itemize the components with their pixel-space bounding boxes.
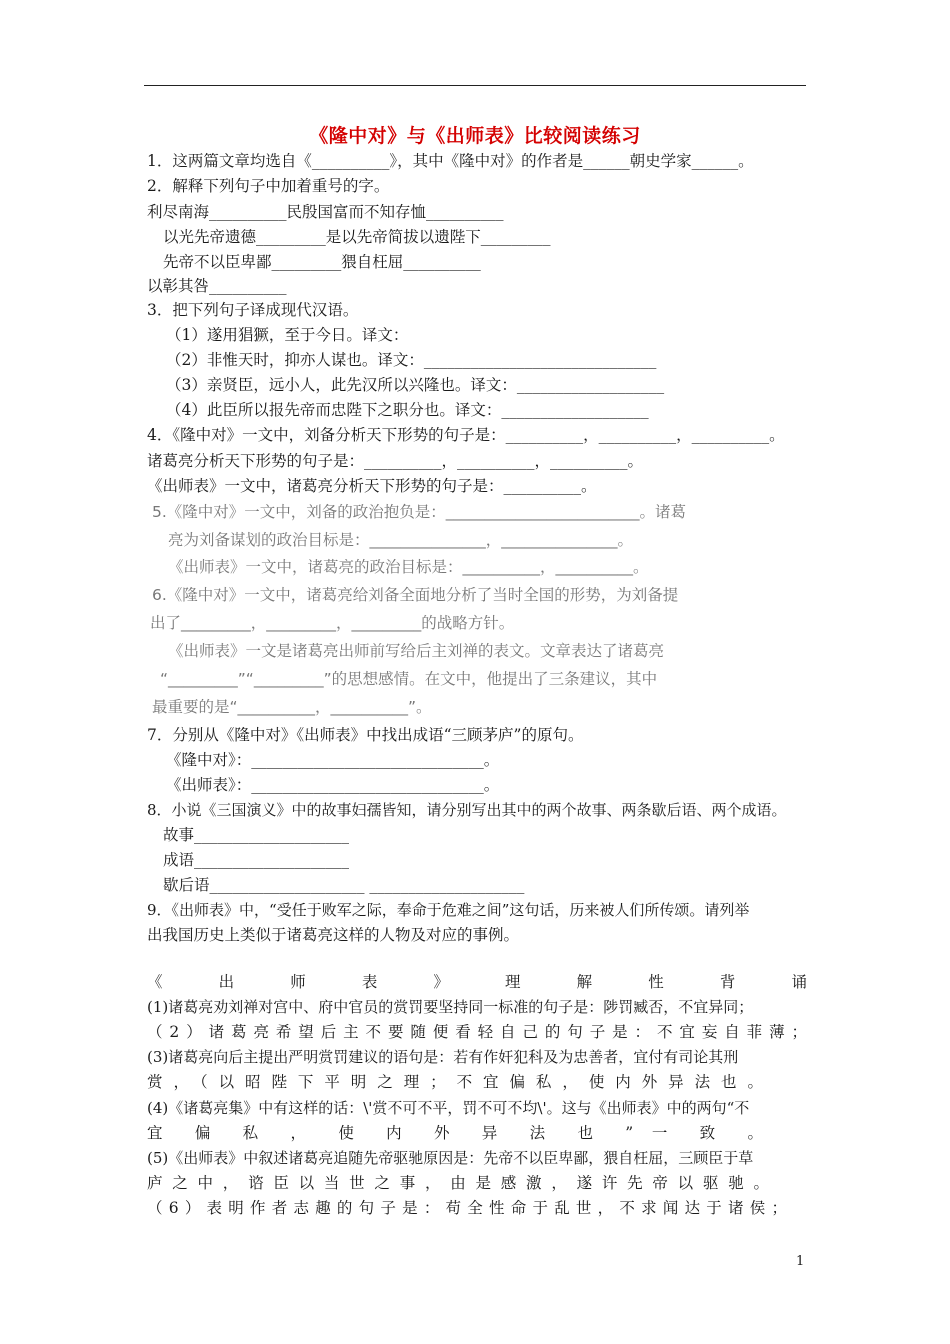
q3-heading: 3．把下列句子译成现代汉语。 xyxy=(147,301,359,319)
q6-line-2: 出了_________，_________，_________的战略方针。 xyxy=(150,614,515,632)
q7-heading: 7．分别从《隆中对》《出师表》中找出成语“三顾茅庐”的原句。 xyxy=(147,726,584,744)
recite-2: （2）诸葛亮希望后主不要随便看轻自己的句子是：不宜妄自菲薄； xyxy=(147,1023,807,1041)
q2-line-4: 以彰其咎__________ xyxy=(147,277,287,295)
q3-item-4: （4）此臣所以报先帝而忠陛下之职分也。译文：___________________ xyxy=(166,401,649,419)
section-heading: 《 出 师 表 》 理 解 性 背 诵 xyxy=(147,973,807,991)
recite-4-line-1: (4)《诸葛亮集》中有这样的话：\'赏不可不平，罚不可不均\'。这与《出师表》中的两句“不 xyxy=(147,1099,750,1117)
page-number: 1 xyxy=(796,1254,805,1269)
recite-5-line-1: (5)《出师表》中叙述诸葛亮追随先帝驱驰原因是：先帝不以臣卑鄙，猥自枉屈，三顾臣于草 xyxy=(147,1149,754,1167)
q4-line-3: 《出师表》一文中，诸葛亮分析天下形势的句子是：__________。 xyxy=(147,477,597,495)
q7-line-2: 《出师表》：______________________________。 xyxy=(166,776,500,794)
q5-line-3: 《出师表》一文中，诸葛亮的政治目标是：__________，__________。 xyxy=(168,558,649,576)
q6-line-5: 最重要的是“__________，__________”。 xyxy=(152,698,432,716)
recite-1: (1)诸葛亮劝刘禅对宫中、府中官员的赏罚要坚持同一标准的句子是：陟罚臧否，不宜异同； xyxy=(147,998,754,1016)
q6-line-3: 《出师表》一文是诸葛亮出师前写给后主刘禅的表文。文章表达了诸葛亮 xyxy=(168,642,665,660)
q8-xiehouyu: 歇后语____________________ ____________________ xyxy=(163,876,525,894)
q7-line-1: 《隆中对》：______________________________。 xyxy=(166,751,500,769)
q5-line-2: 亮为刘备谋划的政治目标是：_______________，_______________。 xyxy=(168,531,634,549)
q6-line-1: 6.《隆中对》一文中，诸葛亮给刘备全面地分析了当时全国的形势，为刘备提 xyxy=(152,586,679,604)
document-title: 《隆中对》与《出师表》比较阅读练习 xyxy=(309,125,641,147)
q2-line-2: 以光先帝遗德_________是以先帝简拔以遗陛下_________ xyxy=(163,228,551,246)
q8-idioms: 成语____________________ xyxy=(163,851,350,869)
q8-heading: 8．小说《三国演义》中的故事妇孺皆知，请分别写出其中的两个故事、两条歇后语、两个成语。 xyxy=(147,801,787,819)
q9-line-2: 出我国历史上类似于诸葛亮这样的人物及对应的事例。 xyxy=(147,926,520,944)
recite-6: （6）表明作者志趣的句子是：苟全性命于乱世，不求闻达于诸侯； xyxy=(147,1199,787,1217)
recite-3-line-1: (3)诸葛亮向后主提出严明赏罚建议的语句是：若有作奸犯科及为忠善者，宜付有司论其刑 xyxy=(147,1048,739,1066)
q3-item-2: （2）非惟天时，抑亦人谋也。译文：______________________________ xyxy=(166,351,657,369)
recite-5-line-2: 庐之中，谘臣以当世之事，由是感激，遂许先帝以驱驰。 xyxy=(147,1174,769,1192)
q4-line-2: 诸葛亮分析天下形势的句子是：__________，__________，__________。 xyxy=(147,452,644,470)
q2-heading: 2．解释下列句子中加着重号的字。 xyxy=(147,177,390,195)
header-rule xyxy=(144,85,806,86)
q1-line: 1．这两篇文章均选自《__________》，其中《隆中对》的作者是______朝史学家______。 xyxy=(147,152,754,170)
q3-item-1: （1）遂用猖獗，至于今日。译文： xyxy=(166,326,409,344)
q6-line-4: “_________”“_________”的思想感情。在文中，他提出了三条建议，其中 xyxy=(160,670,658,688)
q8-stories: 故事____________________ xyxy=(163,826,350,844)
q3-item-3: （3）亲贤臣，远小人，此先汉所以兴隆也。译文：___________________ xyxy=(166,376,665,394)
recite-3-line-2: 赏，（以昭陛下平明之理；不宜偏私，使内外异法也。 xyxy=(147,1073,763,1091)
q4-line-1: 4．《隆中对》一文中，刘备分析天下形势的句子是：__________，__________，__________。 xyxy=(147,426,785,444)
q2-line-3: 先帝不以臣卑鄙_________猥自枉屈__________ xyxy=(163,253,481,271)
q9-line-1: 9．《出师表》中，“受任于败军之际，奉命于危难之间”这句话，历来被人们所传颂。请列举 xyxy=(147,901,750,919)
q2-line-1: 利尽南海__________民殷国富而不知存恤__________ xyxy=(147,203,504,221)
recite-4-line-2: 宜 偏 私 ， 使 内 外 异 法 也 ” 一 致 。 xyxy=(147,1124,763,1142)
q5-line-1: 5.《隆中对》一文中，刘备的政治抱负是：_________________________。诸葛 xyxy=(152,503,687,521)
